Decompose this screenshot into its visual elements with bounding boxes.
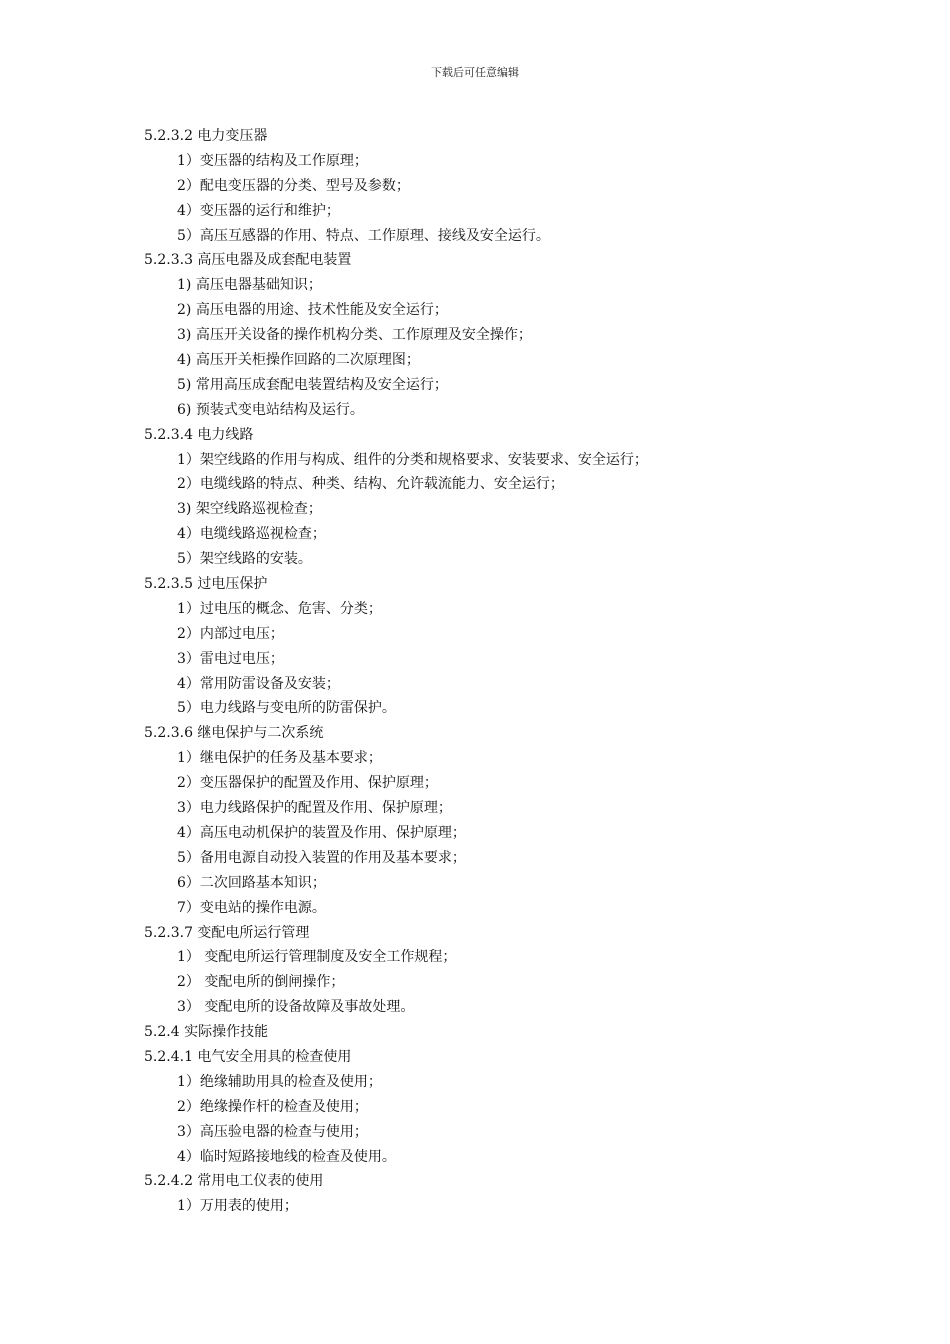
list-item: 3) 高压开关设备的操作机构分类、工作原理及安全操作； [177, 327, 532, 344]
list-item: 2） 变配电所的倒闸操作； [177, 974, 345, 991]
section-heading: 5.2.4.2 常用电工仪表的使用 [144, 1173, 324, 1190]
list-item: 5) 常用高压成套配电装置结构及安全运行； [177, 376, 448, 393]
list-item: 2）绝缘操作杆的检查及使用； [177, 1098, 368, 1115]
section-heading: 5.2.4.1 电气安全用具的检查使用 [144, 1048, 352, 1065]
section-heading: 5.2.3.2 电力变压器 [144, 128, 268, 144]
section-heading: 5.2.3.6 继电保护与二次系统 [144, 725, 324, 742]
list-item: 7）变电站的操作电源。 [177, 899, 326, 916]
list-item: 1）继电保护的任务及基本要求； [177, 750, 382, 767]
list-item: 2）变压器保护的配置及作用、保护原理； [177, 775, 438, 792]
list-item: 4）高压电动机保护的装置及作用、保护原理； [177, 824, 466, 841]
list-item: 4）常用防雷设备及安装； [177, 675, 340, 692]
list-item: 1) 高压电器基础知识； [177, 277, 322, 294]
list-item: 5）电力线路与变电所的防雷保护。 [177, 700, 396, 717]
list-item: 1）绝缘辅助用具的检查及使用； [177, 1073, 382, 1090]
list-item: 2）内部过电压； [177, 625, 284, 642]
page-header: 下载后可任意编辑 [431, 66, 519, 79]
list-item: 2）电缆线路的特点、种类、结构、允许载流能力、安全运行； [177, 476, 564, 493]
list-item: 1）过电压的概念、危害、分类； [177, 600, 382, 617]
list-item: 6）二次回路基本知识； [177, 874, 326, 891]
list-item: 2）配电变压器的分类、型号及参数； [177, 177, 410, 194]
list-item: 4) 高压开关柜操作回路的二次原理图； [177, 352, 420, 369]
section-heading: 5.2.3.7 变配电所运行管理 [144, 924, 310, 941]
list-item: 4）电缆线路巡视检查； [177, 526, 326, 543]
section-heading: 5.2.3.4 电力线路 [144, 426, 254, 443]
list-item: 6) 预装式变电站结构及运行。 [177, 401, 364, 418]
document-body [144, 124, 844, 1219]
list-item: 1）架空线路的作用与构成、组件的分类和规格要求、安装要求、安全运行； [177, 451, 648, 468]
list-item: 5）备用电源自动投入装置的作用及基本要求； [177, 849, 466, 866]
list-item: 3） 变配电所的设备故障及事故处理。 [177, 999, 415, 1016]
list-item: 5）架空线路的安装。 [177, 551, 312, 568]
section-heading: 5.2.3.5 过电压保护 [144, 576, 268, 593]
list-item: 2) 高压电器的用途、技术性能及安全运行； [177, 302, 448, 319]
list-item: 1）万用表的使用； [177, 1198, 298, 1215]
section-heading: 5.2.3.3 高压电器及成套配电装置 [144, 252, 352, 269]
list-item: 1） 变配电所运行管理制度及安全工作规程； [177, 949, 457, 966]
list-item: 3）高压验电器的检查与使用； [177, 1123, 368, 1140]
section-heading: 5.2.4 实际操作技能 [144, 1024, 269, 1041]
list-item: 3）电力线路保护的配置及作用、保护原理； [177, 800, 452, 817]
list-item: 1）变压器的结构及工作原理； [177, 152, 368, 169]
list-item: 4）临时短路接地线的检查及使用。 [177, 1148, 396, 1165]
list-item: 3) 架空线路巡视检查； [177, 501, 322, 518]
list-item: 4）变压器的运行和维护； [177, 202, 340, 219]
list-item: 5）高压互感器的作用、特点、工作原理、接线及安全运行。 [177, 227, 550, 244]
list-item: 3）雷电过电压； [177, 650, 284, 667]
